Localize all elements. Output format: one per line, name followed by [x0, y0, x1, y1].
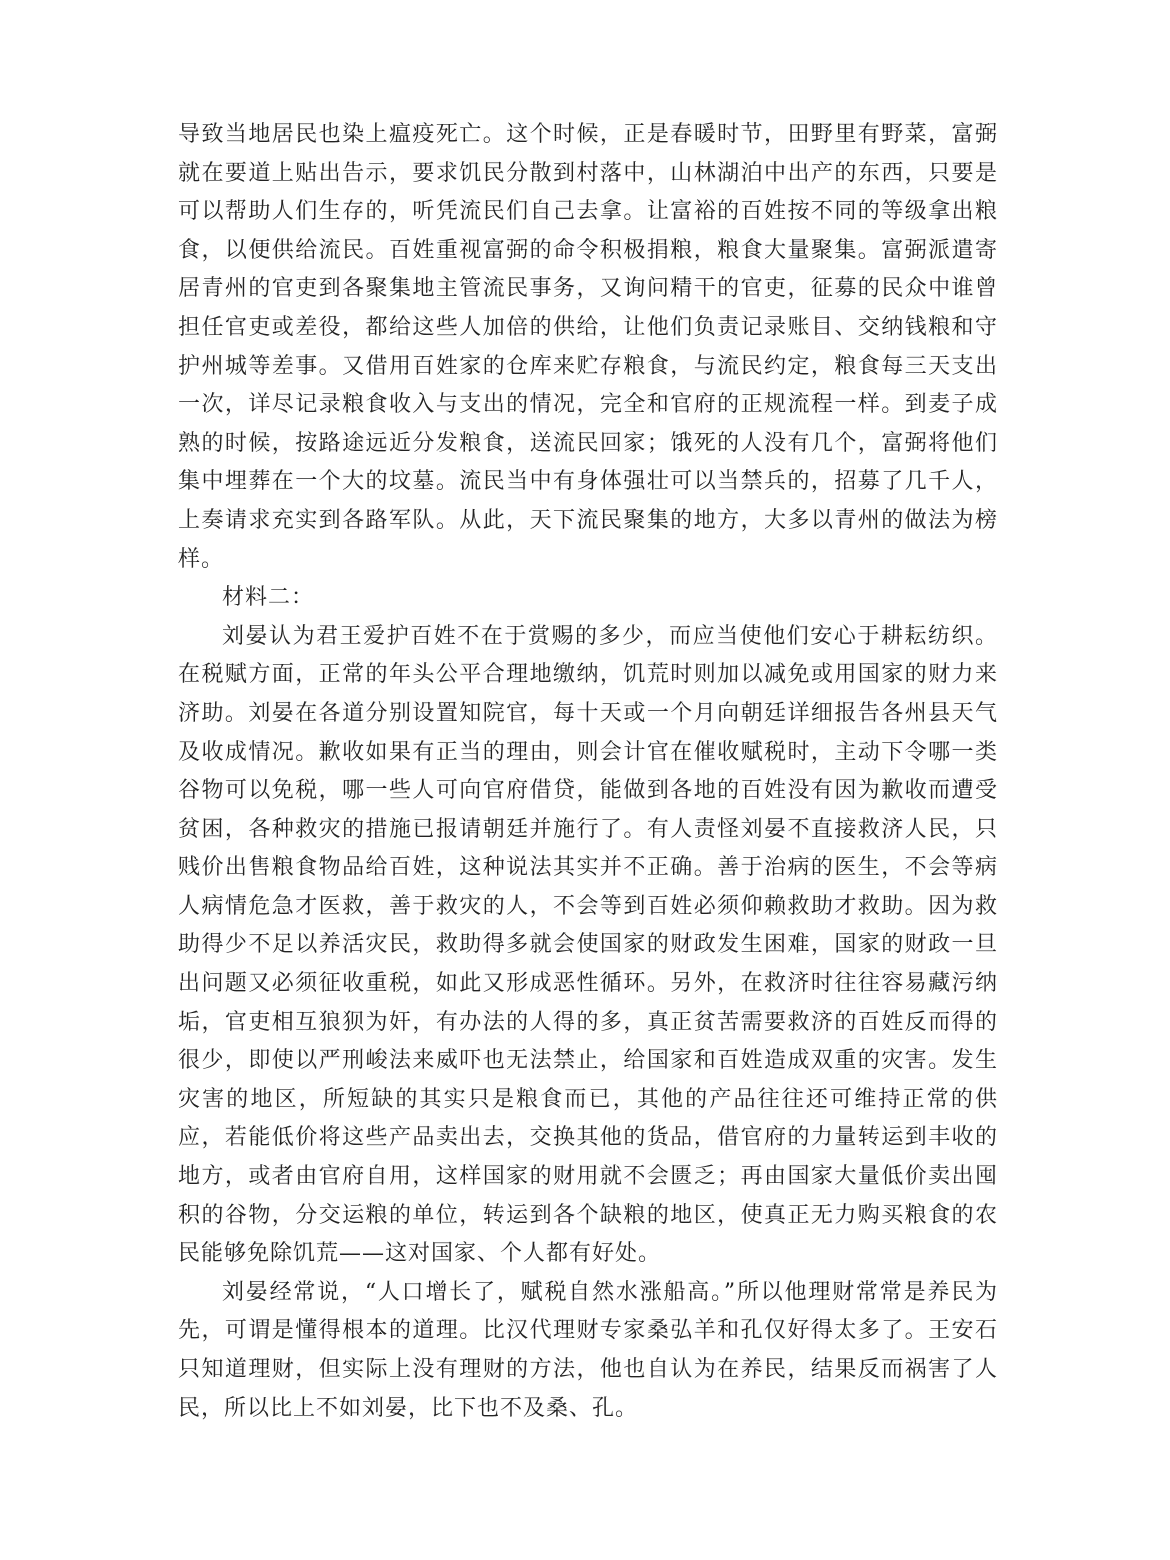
material-two-heading: 材料二：	[222, 585, 315, 611]
material-two-paragraph-two: 刘晏经常说，“人口增长了，赋税自然水涨船高。”所以他理财常常是养民为先，可谓是懂得根本的道理。比汉代理财专家桑弘羊和孔仅好得太多了。王安石只知道理财，但实际上没有理财的方法，他也自认为在养民，结果反而祸害了人民，所以比上不如刘晏，比下也不及桑、孔。	[178, 1279, 998, 1421]
material-two-paragraph-one: 刘晏认为君王爱护百姓不在于赏赐的多少，而应当使他们安心于耕耘纺织。在税赋方面，正常的年头公平合理地缴纳，饥荒时则加以减免或用国家的财力来济助。刘晏在各道分别设置知院官，每十天或一个月向朝廷详细报告各州县天气及收成情况。歉收如果有正当的理由，则会计官在催收赋税时，主动下令哪一类谷物可以免税，哪一些人可向官府借贷，能做到各地的百姓没有因为歉收而遭受贫困，各种救灾的措施已报请朝廷并施行了。有人责怪刘晏不直接救济人民，只贱价出售粮食物品给百姓，这种说法其实并不正确。善于治病的医生，不会等病人病情危急才医救，善于救灾的人，不会等到百姓必须仰赖救助才救助。因为救助得少不足以养活灾民，救助得多就会使国家的财政发生困难，国家的财政一旦出问题又必须征收重税，如此又形成恶性循环。另外，在救济时往往容易藏污纳垢，官吏相互狼狈为奸，有办法的人得的多，真正贫苦需要救济的百姓反而得的很少，即使以严刑峻法来威吓也无法禁止，给国家和百姓造成双重的灾害。发生灾害的地区，所短缺的其实只是粮食而已，其他的产品往往还可维持正常的供应，若能低价将这些产品卖出去，交换其他的货品，借官府的力量转运到丰收的地方，或者由官府自用，这样国家的财用就不会匮乏；再由国家大量低价卖出囤积的谷物，分交运粮的单位，转运到各个缺粮的地区，使真正无力购买粮食的农民能够免除饥荒——这对国家、个人都有好处。	[178, 623, 998, 1267]
material-one-continuation-paragraph: 导致当地居民也染上瘟疫死亡。这个时候，正是春暖时节，田野里有野菜，富弼就在要道上贴出告示，要求饥民分散到村落中，山林湖泊中出产的东西，只要是可以帮助人们生存的，听凭流民们自己去拿。让富裕的百姓按不同的等级拿出粮食，以便供给流民。百姓重视富弼的命令积极捐粮，粮食大量聚集。富弼派遣寄居青州的官吏到各聚集地主管流民事务，又询问精干的官吏，征募的民众中谁曾担任官吏或差役，都给这些人加倍的供给，让他们负责记录账目、交纳钱粮和守护州城等差事。又借用百姓家的仓库来贮存粮食，与流民约定，粮食每三天支出一次，详尽记录粮食收入与支出的情况，完全和官府的正规流程一样。到麦子成熟的时候，按路途远近分发粮食，送流民回家；饿死的人没有几个，富弼将他们集中埋葬在一个大的坟墓。流民当中有身体强壮可以当禁兵的，招募了几千人，上奏请求充实到各路军队。从此，天下流民聚集的地方，大多以青州的做法为榜样。	[178, 122, 998, 572]
document-page	[178, 116, 998, 1428]
